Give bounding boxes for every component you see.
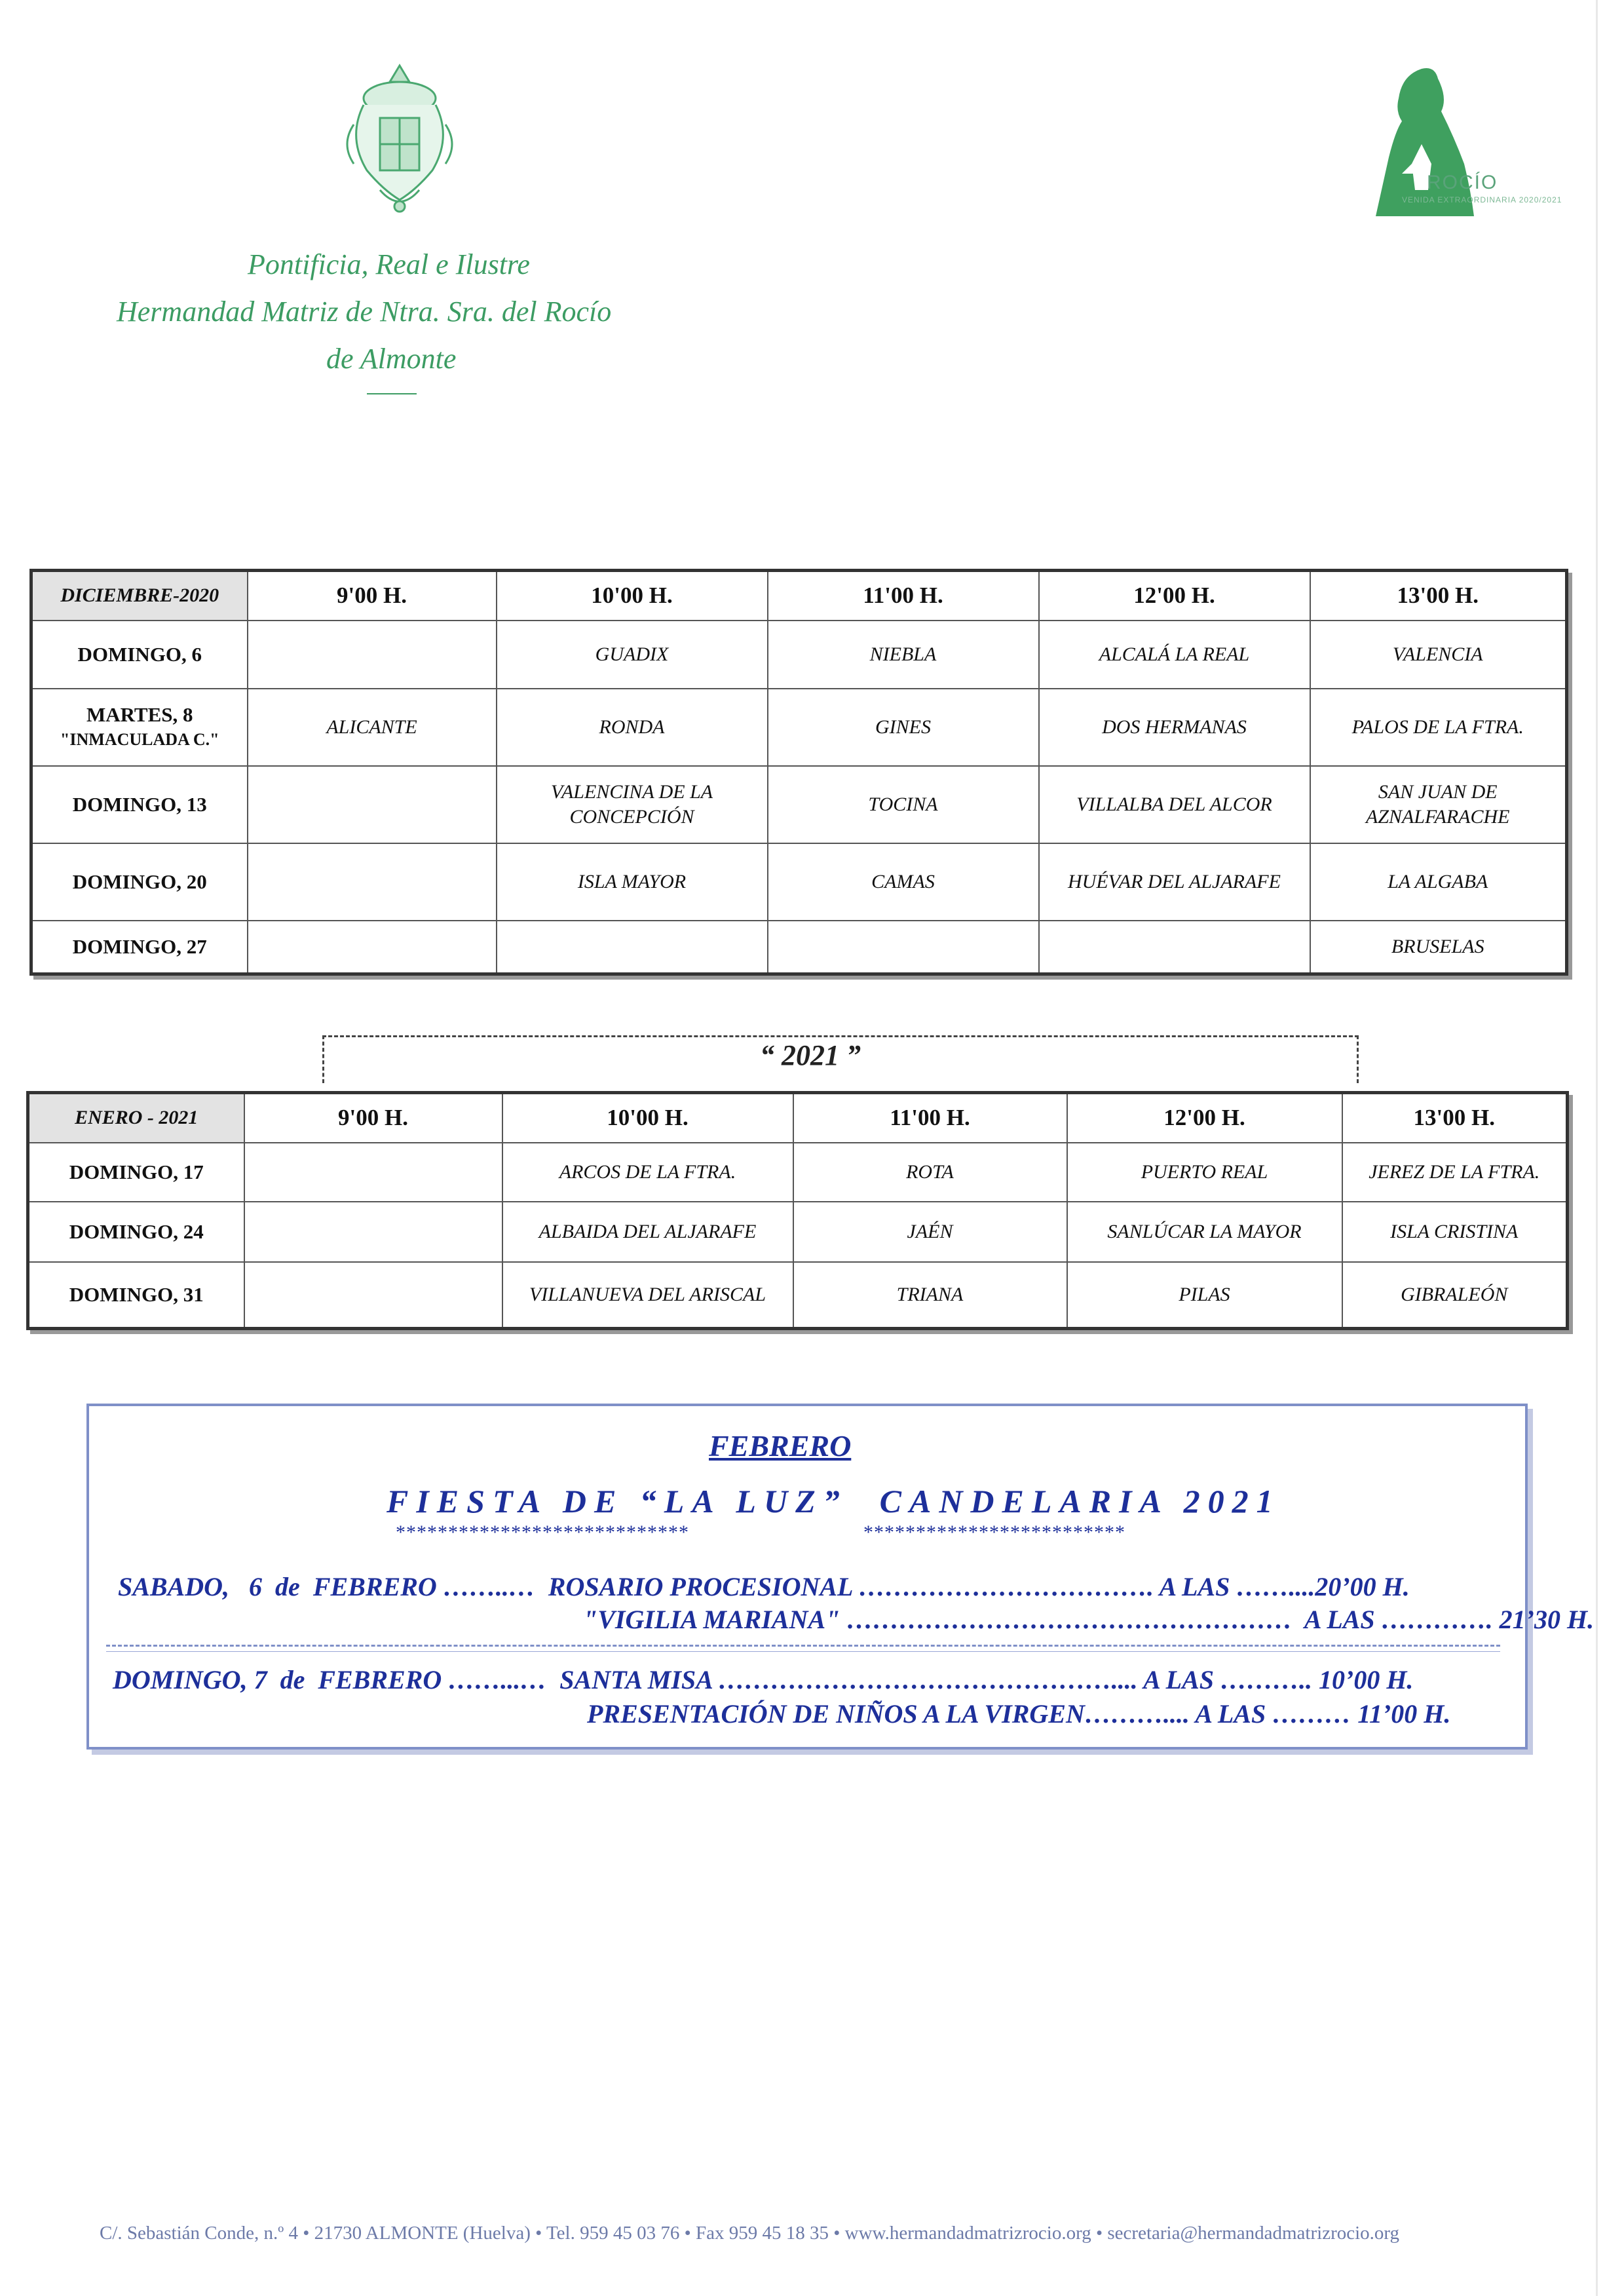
header-line-3: de Almonte bbox=[326, 343, 457, 375]
slot-10 bbox=[497, 921, 768, 974]
febrero-title: FEBRERO bbox=[709, 1429, 852, 1463]
day-label: MARTES, 8 bbox=[86, 702, 193, 726]
slot-9 bbox=[248, 621, 497, 689]
slot-12: PUERTO REAL bbox=[1067, 1143, 1342, 1202]
table-row bbox=[28, 1143, 1568, 1202]
time-header-11: 11'00 H. bbox=[793, 1093, 1067, 1143]
slot-12: VILLALBA DEL ALCOR bbox=[1039, 766, 1310, 843]
logo-subtitle: VENIDA EXTRAORDINARIA 2020/2021 bbox=[1402, 195, 1562, 204]
day-cell: DOMINGO, 31 bbox=[28, 1262, 244, 1329]
slot-11: GINES bbox=[768, 689, 1039, 766]
table-row bbox=[31, 621, 1567, 689]
slot-9 bbox=[244, 1202, 502, 1262]
day-cell: DOMINGO, 20 bbox=[31, 843, 248, 921]
slot-11: TOCINA bbox=[768, 766, 1039, 843]
diciembre-schedule-table bbox=[29, 569, 1568, 976]
slot-11: TRIANA bbox=[793, 1262, 1067, 1329]
day-cell: DOMINGO, 24 bbox=[28, 1202, 244, 1262]
table-row bbox=[31, 766, 1567, 843]
fiesta-heading: FIESTA DE “LA LUZ” CANDELARIA 2021 bbox=[387, 1483, 1281, 1520]
slot-9: ALICANTE bbox=[248, 689, 497, 766]
slot-13: GIBRALEÓN bbox=[1342, 1262, 1568, 1329]
enero-schedule-table bbox=[26, 1091, 1569, 1330]
time-header-12: 12'00 H. bbox=[1039, 571, 1310, 621]
day-cell bbox=[31, 689, 248, 766]
time-header-10: 10'00 H. bbox=[497, 571, 768, 621]
slot-9 bbox=[244, 1143, 502, 1202]
footer-contact: C/. Sebastián Conde, n.º 4 • 21730 ALMONTE (Huelva) • Tel. 959 45 03 76 • Fax 959 45 18 35 • www.hermandadmatrizrocio.org • secretaria@hermandadmatrizrocio.org bbox=[100, 2223, 1400, 2244]
time-header-13: 13'00 H. bbox=[1342, 1093, 1568, 1143]
table-row bbox=[28, 1202, 1568, 1262]
event-line-4: PRESENTACIÓN DE NIÑOS A LA VIRGEN……….... A LAS ……… 11’00 H. bbox=[587, 1699, 1451, 1729]
event-line-3: DOMINGO, 7 de FEBRERO ……...… SANTA MISA ……………………………………….... A LAS ……….. 10’00 H. bbox=[113, 1665, 1414, 1694]
slot-11: ROTA bbox=[793, 1143, 1067, 1202]
day-cell: DOMINGO, 13 bbox=[31, 766, 248, 843]
event-line-2: "VIGILIA MARIANA" …………………………………………… A LAS …………. 21’30 H. bbox=[583, 1605, 1595, 1634]
slot-13: VALENCIA bbox=[1310, 621, 1567, 689]
table-row bbox=[31, 843, 1567, 921]
slot-13: SAN JUAN DE AZNALFARACHE bbox=[1310, 766, 1567, 843]
slot-12 bbox=[1039, 921, 1310, 974]
year-banner: “ 2021 ” bbox=[760, 1039, 861, 1071]
time-header-13: 13'00 H. bbox=[1310, 571, 1567, 621]
slot-12: PILAS bbox=[1067, 1262, 1342, 1329]
slot-13: PALOS DE LA FTRA. bbox=[1310, 689, 1567, 766]
slot-10: GUADIX bbox=[497, 621, 768, 689]
slot-13: ISLA CRISTINA bbox=[1342, 1202, 1568, 1262]
page-edge bbox=[1596, 0, 1598, 2296]
day-sublabel: "INMACULADA C." bbox=[60, 729, 219, 749]
time-header-11: 11'00 H. bbox=[768, 571, 1039, 621]
time-header-12: 12'00 H. bbox=[1067, 1093, 1342, 1143]
table-header-row bbox=[28, 1093, 1568, 1143]
slot-11: JAÉN bbox=[793, 1202, 1067, 1262]
logo-text: ROCÍO bbox=[1427, 172, 1498, 193]
slot-11: NIEBLA bbox=[768, 621, 1039, 689]
slot-12: DOS HERMANAS bbox=[1039, 689, 1310, 766]
slot-13: BRUSELAS bbox=[1310, 921, 1567, 974]
month-header: DICIEMBRE-2020 bbox=[31, 571, 248, 621]
slot-11: CAMAS bbox=[768, 843, 1039, 921]
slot-12: HUÉVAR DEL ALJARAFE bbox=[1039, 843, 1310, 921]
event-line-1: SABADO, 6 de FEBRERO ……..… ROSARIO PROCESIONAL ……………………………. A LAS ……....20’00 H. bbox=[118, 1572, 1410, 1601]
header-line-2: Hermandad Matriz de Ntra. Sra. del Rocío bbox=[117, 296, 612, 328]
events-divider-underline bbox=[106, 1651, 1500, 1652]
day-cell: DOMINGO, 17 bbox=[28, 1143, 244, 1202]
slot-10: ISLA MAYOR bbox=[497, 843, 768, 921]
events-divider bbox=[106, 1645, 1500, 1647]
header-rule bbox=[367, 393, 417, 394]
day-cell: DOMINGO, 6 bbox=[31, 621, 248, 689]
header-line-1: Pontificia, Real e Ilustre bbox=[248, 248, 530, 280]
table-header-row bbox=[31, 571, 1567, 621]
slot-9 bbox=[248, 921, 497, 974]
time-header-9: 9'00 H. bbox=[244, 1093, 502, 1143]
stars-divider-1: **************************** bbox=[396, 1521, 689, 1543]
table-row bbox=[31, 921, 1567, 974]
slot-13: JEREZ DE LA FTRA. bbox=[1342, 1143, 1568, 1202]
time-header-10: 10'00 H. bbox=[502, 1093, 793, 1143]
crest-emblem bbox=[334, 59, 465, 216]
slot-10: ARCOS DE LA FTRA. bbox=[502, 1143, 793, 1202]
slot-10: ALBAIDA DEL ALJARAFE bbox=[502, 1202, 793, 1262]
slot-12: ALCALÁ LA REAL bbox=[1039, 621, 1310, 689]
slot-10: RONDA bbox=[497, 689, 768, 766]
slot-9 bbox=[248, 766, 497, 843]
stars-divider-2: ************************* bbox=[863, 1521, 1125, 1543]
slot-9 bbox=[244, 1262, 502, 1329]
slot-11 bbox=[768, 921, 1039, 974]
day-cell: DOMINGO, 27 bbox=[31, 921, 248, 974]
slot-10: VALENCINA DE LA CONCEPCIÓN bbox=[497, 766, 768, 843]
time-header-9: 9'00 H. bbox=[248, 571, 497, 621]
table-row bbox=[31, 689, 1567, 766]
slot-9 bbox=[248, 843, 497, 921]
slot-10: VILLANUEVA DEL ARISCAL bbox=[502, 1262, 793, 1329]
slot-12: SANLÚCAR LA MAYOR bbox=[1067, 1202, 1342, 1262]
table-row bbox=[28, 1262, 1568, 1329]
slot-13: LA ALGABA bbox=[1310, 843, 1567, 921]
month-header: ENERO - 2021 bbox=[28, 1093, 244, 1143]
